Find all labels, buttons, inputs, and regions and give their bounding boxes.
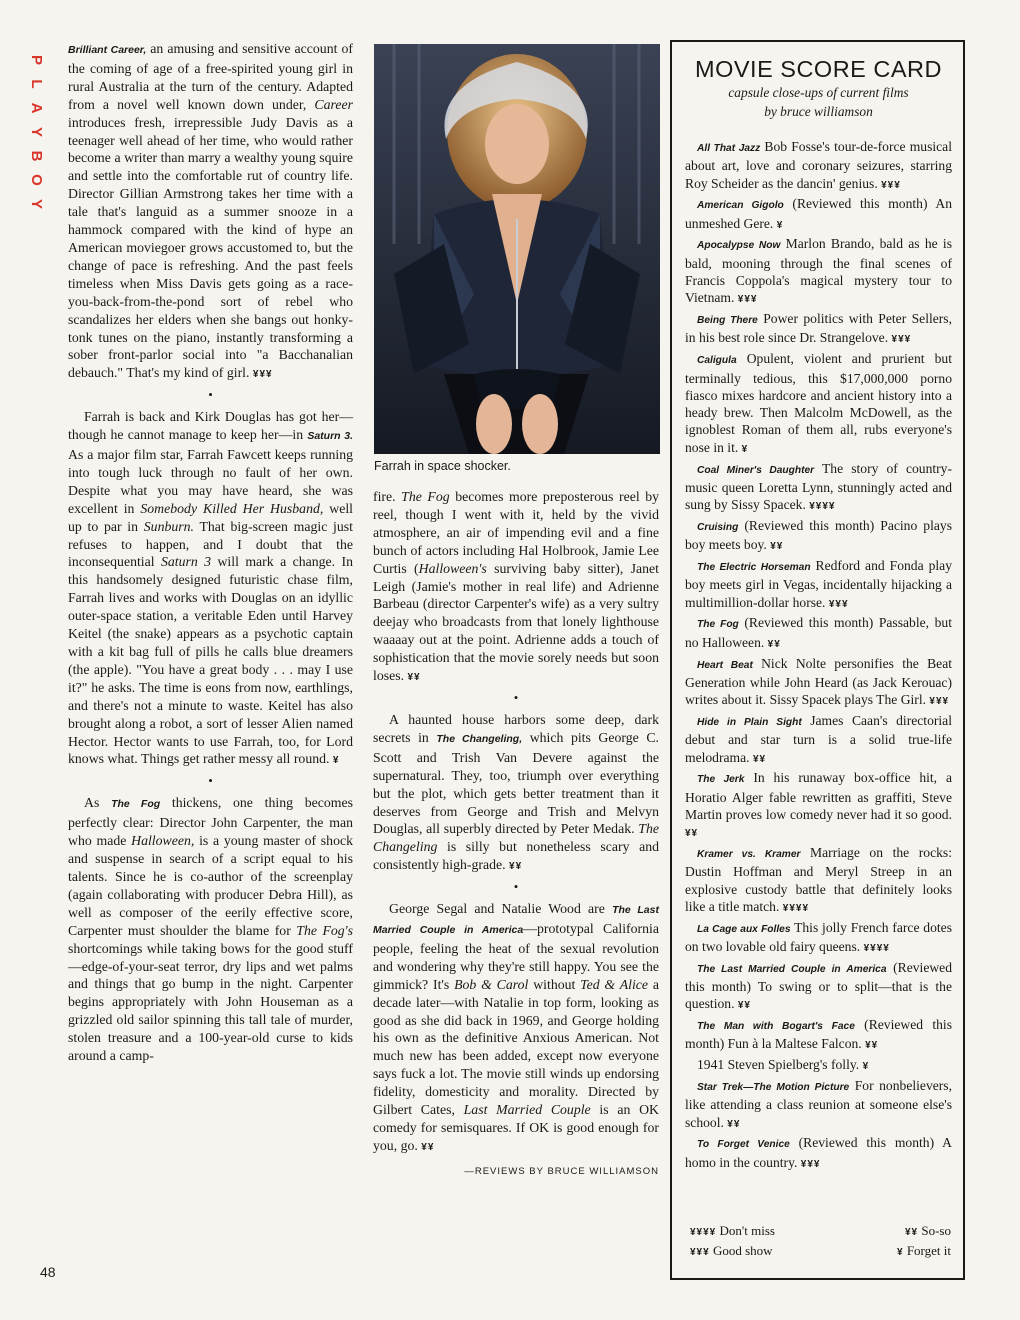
score-card-film-title: The Jerk xyxy=(697,774,745,786)
legend-item xyxy=(690,1222,815,1242)
score-card-entry xyxy=(685,557,952,613)
rating-symbol: ¥¥¥ xyxy=(929,696,950,708)
score-card-list xyxy=(685,138,952,1173)
score-card-entry xyxy=(685,614,952,653)
rating-symbol: ¥¥¥ xyxy=(828,598,849,610)
legend-label: Good show xyxy=(712,1243,773,1258)
review-emphasis: Halloween, xyxy=(131,833,195,849)
score-card-entry xyxy=(685,195,952,234)
score-card-film-title: To Forget Venice xyxy=(697,1139,790,1151)
section-divider: • xyxy=(513,689,519,705)
review-text: —prototypal California people, feeling the heat of the sexual revolution and wondering why they're still happy. You see the gimmick? It's xyxy=(373,921,659,992)
score-card-blurb: Marlon Brando, bald as he is bald, mooning through the final scenes of Francis Coppola's magical mystery tour to Vietnam. xyxy=(685,236,952,306)
review-emphasis: Somebody Killed Her Husband, xyxy=(140,500,324,516)
magazine-spine xyxy=(22,48,44,216)
legend-symbol: ¥¥¥ xyxy=(690,1247,710,1258)
score-card-blurb: Marriage on the rocks: Dustin Hoffman and Meryl Streep in an explosive custody battle that definitely looks like a title match. xyxy=(685,844,952,914)
article-column-1 xyxy=(68,40,353,1065)
review-emphasis: The Fog xyxy=(401,489,450,504)
film-title: The Fog xyxy=(111,798,161,811)
score-card-blurb: The story of country-music queen Loretta Lynn, stunningly acted and sung by Sissy Spacek. xyxy=(685,460,952,513)
rating-symbol: ¥ xyxy=(332,755,340,767)
review-text: a decade later—with Natalie in top form, looking as good as she did back in 1969, and George holding his own as the definitive Anxious American. Not much new has been added, except now everyone says fuck a lot. The movie still winds up endorsing fidelity, domesticity and morality. Directed by Gilbert Cates, xyxy=(373,976,660,1118)
score-card-entry xyxy=(685,655,952,711)
review-text: That big-screen magic just refuses to happen, and I doubt that the inconsequential xyxy=(68,518,353,570)
review-text: A haunted house harbors some deep, dark secrets in xyxy=(373,711,659,745)
review-text: George Segal and Natalie Wood are xyxy=(389,901,613,917)
score-card-subtitle: capsule close-ups of current films xyxy=(728,85,909,100)
score-card-blurb: 1941 Steven Spielberg's folly. xyxy=(697,1057,863,1073)
rating-symbol: ¥¥ xyxy=(752,753,767,765)
score-card-blurb: Redford and Fonda play boy meets girl in Vegas, incidentally hijacking a multimillion-dollar horse. xyxy=(685,558,953,610)
score-card-entry xyxy=(685,310,952,349)
legend-label: So-so xyxy=(921,1223,951,1238)
review-text: which pits George C. Scott and Trish Van Devere against the supernatural. They, too, triumph over everything but the plot, which gets better treatment than it deserves from George and Trish and Melvyn Douglas, all superbly directed by Peter Medak. xyxy=(373,729,659,837)
rating-symbol: ¥¥ xyxy=(509,861,523,873)
score-card-entry xyxy=(685,959,952,1015)
score-card-film-title: The Electric Horseman xyxy=(697,562,811,574)
review-the-changeling xyxy=(373,711,659,876)
score-card-entry xyxy=(685,235,952,308)
score-card-blurb: (Reviewed this month) Fun à la Maltese Falcon. xyxy=(685,1017,952,1052)
section-divider: • xyxy=(513,879,519,895)
score-card-film-title: Coal Miner's Daughter xyxy=(697,464,815,476)
legend-row xyxy=(690,1222,951,1242)
rating-symbol: ¥¥¥¥ xyxy=(782,902,810,914)
score-card-film-title: Cruising xyxy=(697,521,739,533)
score-card-film-title: Hide in Plain Sight xyxy=(697,716,802,728)
film-title: The Last Married Couple in America xyxy=(373,904,659,937)
rating-symbol: ¥¥¥ xyxy=(881,179,901,191)
score-card-entry xyxy=(685,350,952,458)
score-card-blurb: (Reviewed this month) Pacino plays boy meets boy. xyxy=(685,517,952,553)
score-card-film-title: Heart Beat xyxy=(697,659,753,671)
score-card-blurb: In his runaway box-office hit, a Horatio Alger fable rewritten as graffiti, Steve Martin proves low comedy never had it so good. xyxy=(685,770,953,822)
review-text: well up to par in xyxy=(68,500,353,534)
legend-label: Don't miss xyxy=(719,1223,775,1238)
spine-letter: L xyxy=(28,79,45,89)
rating-symbol: ¥ xyxy=(776,219,784,231)
legend-symbol: ¥¥¥¥ xyxy=(690,1227,717,1238)
rating-symbol: ¥¥¥¥ xyxy=(809,501,836,513)
score-card-film-title: Kramer vs. Kramer xyxy=(697,848,801,860)
review-text: is a young master of shock and suspense in search of a script equal to his talents. Since he is co-author of the screenplay (again collaborating with producer Debra Hill), as well as composer of the eerily effective score, Carpenter must shoulder the blame for xyxy=(68,833,353,938)
spine-letter: Y xyxy=(28,126,45,137)
review-emphasis: Halloween's xyxy=(418,560,487,576)
score-card-byline: by bruce williamson xyxy=(764,103,873,119)
section-divider: • xyxy=(208,387,213,403)
review-text: As xyxy=(84,795,112,811)
score-card-film-title: The Last Married Couple in America xyxy=(697,963,887,975)
score-card-entry xyxy=(685,919,952,958)
page-number: 48 xyxy=(40,1264,56,1280)
spine-letter: P xyxy=(28,54,45,65)
score-card-film-title: American Gigolo xyxy=(697,200,784,212)
score-card-film-title: Star Trek—The Motion Picture xyxy=(697,1082,850,1094)
rating-symbol: ¥ xyxy=(862,1061,870,1073)
review-text: shortcomings while taking bows for the good stuff—edge-of-your-seat terror, dry lips and wet palms and things that go bump in the night. Carpenter begins appropriately with John Houseman as a grizzled old sailor spinning this tall tale of murder, stolen treasure and a 100-year-old curse to kids around a camp- xyxy=(68,940,353,1064)
review-text: becomes more preposterous reel by reel, though I went with it, held by the vivid atmosphere, an air of impending evil and a fine bunch of actors including Hal Holbrook, Jamie Lee Curtis ( xyxy=(373,489,660,576)
rating-symbol: ¥¥ xyxy=(421,1141,435,1153)
score-card-blurb: For nonbelievers, like attending a class reunion at someone else's school. xyxy=(685,1078,952,1130)
spine-letter: O xyxy=(28,174,45,186)
rating-symbol: ¥¥ xyxy=(767,638,781,650)
score-card-blurb: (Reviewed this month) An unmeshed Gere. xyxy=(685,196,953,231)
movie-score-card xyxy=(670,40,965,1280)
rating-symbol: ¥¥¥¥ xyxy=(863,942,890,954)
score-card-title: MOVIE SCORE CARD xyxy=(695,56,942,82)
review-last-married-couple xyxy=(373,900,659,1157)
legend-item xyxy=(690,1242,815,1262)
review-emphasis: The Changeling xyxy=(373,821,659,855)
rating-symbol: ¥¥¥ xyxy=(737,294,758,306)
review-text: is silly but nonetheless scary and consistently high-grade. xyxy=(373,839,659,873)
film-title: Brilliant Career, xyxy=(68,44,147,56)
legend-symbol: ¥¥ xyxy=(905,1227,919,1238)
review-saturn-3 xyxy=(68,408,353,770)
review-emphasis: Career xyxy=(314,96,353,112)
rating-symbol: ¥¥ xyxy=(685,828,699,840)
review-emphasis: Saturn 3 xyxy=(160,554,212,570)
legend-label: Forget it xyxy=(906,1243,951,1258)
rating-symbol: ¥¥¥ xyxy=(252,369,273,381)
score-card-blurb: (Reviewed this month) To swing or to split—that is the question. xyxy=(685,959,952,1012)
score-card-film-title: Caligula xyxy=(697,355,737,367)
score-card-blurb: Power politics with Peter Sellers, in his best role since Dr. Strangelove. xyxy=(685,311,953,346)
score-card-film-title: Apocalypse Now xyxy=(697,240,781,252)
review-text: thickens, one thing becomes perfectly clear: Director John Carpenter, the man who made xyxy=(68,795,353,849)
score-card-film-title: The Fog xyxy=(697,619,739,631)
review-emphasis: Ted & Alice xyxy=(580,976,649,992)
rating-symbol: ¥¥ xyxy=(737,1000,751,1012)
review-text: an amusing and sensitive account of the coming of age of a free-spirited young girl in rural Australia at the turn of the century. Adapted from a novel well known down under, xyxy=(68,41,353,112)
review-text: introduces fresh, irrepressible Judy Davis as a teenager well ahead of her time, who would rather become a writer than marry a wealthy young squire and settle into the comfortable rut of country life. Director Gillian Armstrong takes her time with a tale that's languid as a summer snooze in a hammock compared with the kind of hype an American moviegoer grows accustomed to, but the change of pace is refreshing. And the past feels timeless when Miss Davis gets going as a race-you-back-from-the-pond sort of rebel who scandalizes her elders when she bangs out honky-tonk tunes on the piano, instantly transforming a sober front-parlor social into "a Bacchanalian debauch." That's my kind of girl. xyxy=(68,114,353,381)
rating-symbol: ¥¥ xyxy=(770,541,784,553)
spine-letter: A xyxy=(28,102,45,114)
score-card-entry xyxy=(685,844,952,917)
review-text: surviving baby sitter), Janet Leigh (Jamie's mother in real life) and Adrienne Barbeau (director Carpenter's wife) as a very sultry deejay who broadcasts from that lonely lighthouse waaaay out at the point. Adrienne adds a touch of sophistication that the movie sorely needs but soon loses. xyxy=(373,560,659,684)
rating-symbol: ¥¥¥ xyxy=(891,334,912,346)
photo-caption: Farrah in space shocker. xyxy=(374,459,511,473)
score-card-blurb: Opulent, violent and prurient but terminally tedious, this $17,000,000 porno fiasco mixes hardcore and ancient history into a heady brew. Then Malcolm McDowell, as the ignoblest Roman of them all, rubs everyone's nose in it. xyxy=(685,351,952,455)
rating-symbol: ¥¥ xyxy=(727,1118,741,1130)
review-text: will mark a change. In this handsomely designed futuristic chase film, Farrah lives and works with Douglas on an idyllic outer-space station, a veritable Eden until Harvey Keitel (the snake) appears as a psychotic captain with a kit bag full of pills he calls blue dreamers (the apple). "You have a great body . . . may I use it?" he asks. The time is eons from now, earthlings, and there's not a minute to waste. Keitel has also brought along a robot, a sort of lesser Alien named Hector. Hector wants to use Farrah, too, for Lord knows what. Things get rather messy all round. xyxy=(68,554,353,767)
review-the-fog-continued xyxy=(373,488,659,687)
film-title: The Changeling, xyxy=(436,732,523,745)
score-card-entry xyxy=(685,1016,952,1055)
review-credit: —REVIEWS BY BRUCE WILLIAMSON xyxy=(464,1165,659,1177)
score-card-entry xyxy=(685,1056,952,1075)
review-text: Farrah is back and Kirk Douglas has got her—though he cannot manage to keep her—in xyxy=(68,409,353,443)
review-emphasis: Bob & Carol xyxy=(454,976,529,992)
farrah-photo xyxy=(374,44,660,454)
score-card-film-title: The Man with Bogart's Face xyxy=(697,1021,855,1033)
score-card-blurb: (Reviewed this month) Passable, but no Halloween. xyxy=(685,615,952,650)
review-text: As a major film star, Farrah Fawcett keeps running into tough luck through no fault of her own. Despite what you may have heard, she was excellent in xyxy=(68,447,353,516)
review-brilliant-career xyxy=(68,40,353,384)
score-card-blurb: This jolly French farce dotes on two lovable old fairy queens. xyxy=(685,919,952,954)
score-card-entry xyxy=(685,138,952,194)
score-card-blurb: James Caan's directorial debut and star turn is a solid true-life melodrama. xyxy=(685,712,952,765)
rating-symbol: ¥¥¥ xyxy=(800,1158,821,1170)
film-title: Saturn 3. xyxy=(307,430,353,443)
score-card-blurb: Bob Fosse's tour-de-force musical about art, love and coronary seizures, starring Roy Scheider as the dancin' genius. xyxy=(685,139,952,191)
article-column-2 xyxy=(373,488,659,1181)
score-card-entry xyxy=(685,517,952,556)
legend-symbol: ¥ xyxy=(897,1247,904,1258)
score-card-entry xyxy=(685,1077,952,1133)
rating-symbol: ¥ xyxy=(741,443,749,455)
legend-item xyxy=(826,1242,951,1262)
review-emphasis: Last Married Couple xyxy=(463,1102,591,1118)
review-text: fire. xyxy=(373,489,402,504)
score-card-film-title: All That Jazz xyxy=(697,143,761,154)
review-emphasis: Sunburn. xyxy=(143,518,194,534)
review-text: without xyxy=(528,976,581,992)
legend-item xyxy=(826,1222,951,1242)
section-divider: • xyxy=(208,773,213,789)
score-card-blurb: (Reviewed this month) A homo in the country. xyxy=(685,1135,953,1170)
spine-letter: B xyxy=(28,150,45,162)
score-card-blurb: Nick Nolte personifies the Beat Generation while John Heard (as Jack Kerouac) writes about it. Sissy Spacek plays The Girl. xyxy=(685,655,952,708)
rating-legend xyxy=(690,1222,951,1262)
review-the-fog xyxy=(68,794,353,1065)
spine-letter: Y xyxy=(28,198,45,209)
score-card-entry xyxy=(685,769,952,842)
score-card-film-title: Being There xyxy=(697,315,758,327)
score-card-film-title: La Cage aux Folles xyxy=(697,923,791,935)
score-card-entry xyxy=(685,1134,952,1173)
score-card-entry xyxy=(685,712,952,768)
legend-row xyxy=(690,1242,951,1262)
photo-illustration xyxy=(374,44,660,454)
rating-symbol: ¥¥ xyxy=(407,672,421,684)
review-emphasis: The Fog's xyxy=(296,922,353,938)
score-card-entry xyxy=(685,460,952,516)
rating-symbol: ¥¥ xyxy=(865,1040,879,1052)
review-text: is an OK comedy for semisquares. If OK is good enough for you, go. xyxy=(373,1102,659,1153)
